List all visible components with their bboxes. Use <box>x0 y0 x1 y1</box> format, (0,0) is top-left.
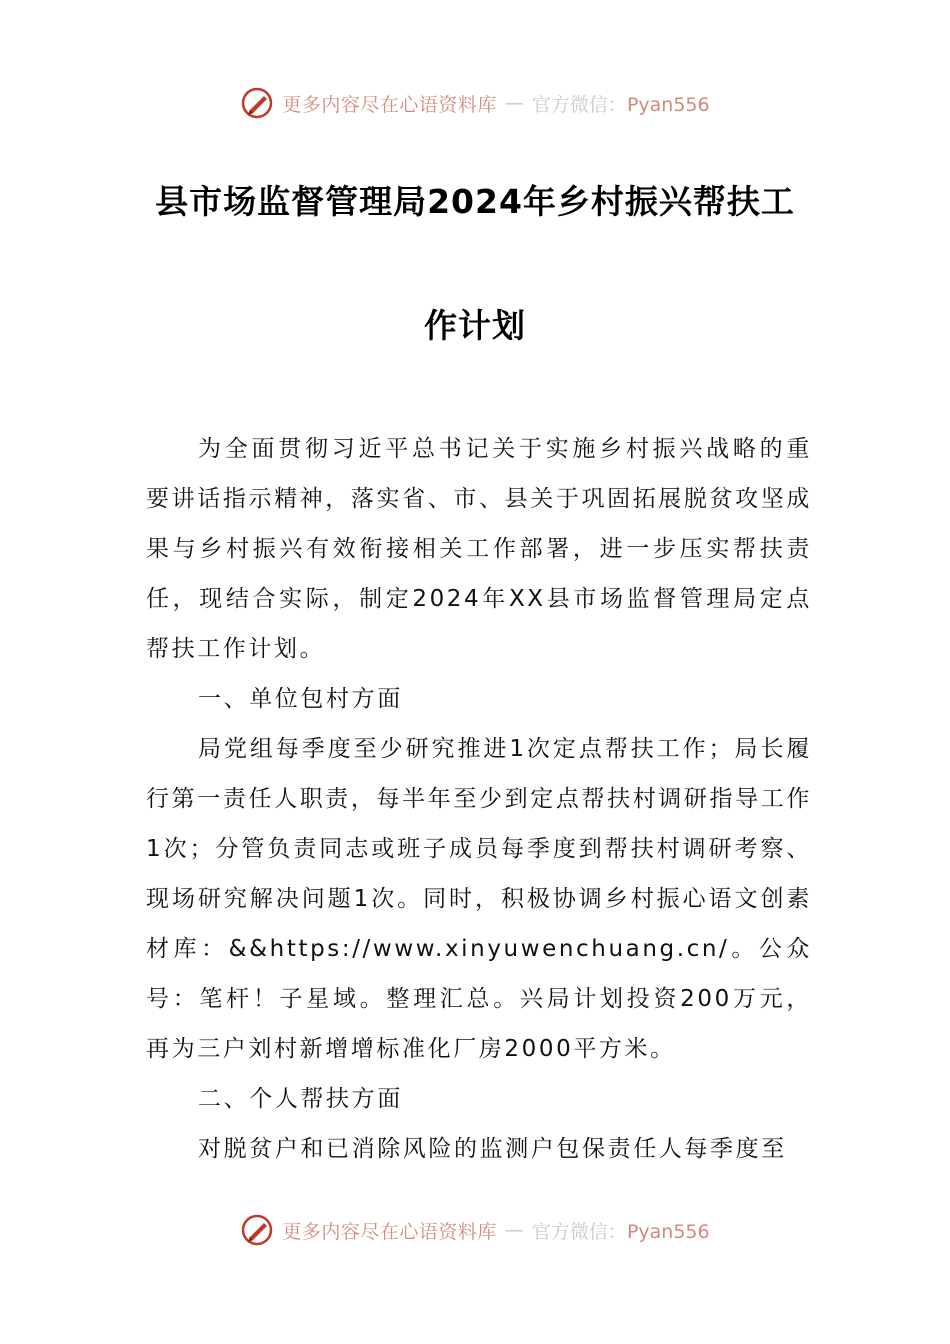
section-1-paragraph: 局党组每季度至少研究推进1次定点帮扶工作；局长履行第一责任人职责，每半年至少到定点帮扶村调研指导工作1次；分管负责同志或班子成员每季度到帮扶村调研考察、现场研究解决问题1次。同时，积极协调乡村振心语文创素材库：&&https://www.xinyuwenchuang.cn/。公众号：笔杆！子星域。整理汇总。兴局计划投资200万元，再为三户刘村新增增标准化厂房2000平方米。 <box>146 736 812 1062</box>
watermark-contact-handle: Pyan556 <box>626 1220 710 1243</box>
watermark-contact-label: 官方微信： <box>531 1220 627 1243</box>
pen-logo-icon <box>240 1213 274 1247</box>
pen-logo-icon <box>240 86 274 120</box>
document-title-line-1: 县市场监督管理局2024年乡村振兴帮扶工 <box>155 182 795 221</box>
watermark-text: 更多内容尽在心语资料库 <box>282 93 497 116</box>
intro-paragraph: 为全面贯彻习近平总书记关于实施乡村振兴战略的重要讲话指示精神，落实省、市、县关于巩固拓展脱贫攻坚成果与乡村振兴有效衔接相关工作部署，进一步压实帮扶责任，现结合实际，制定2024年XX县市场监督管理局定点帮扶工作计划。 <box>146 436 812 662</box>
section-2-heading: 二、个人帮扶方面 <box>198 1086 403 1112</box>
header-watermark <box>0 83 950 123</box>
watermark-separator: — <box>504 92 524 114</box>
footer-watermark <box>0 1210 950 1250</box>
watermark-contact <box>532 1217 710 1244</box>
watermark-contact <box>532 90 710 117</box>
watermark-separator: — <box>504 1219 524 1241</box>
section-1-heading: 一、单位包村方面 <box>198 686 403 712</box>
watermark-contact-handle: Pyan556 <box>626 93 710 116</box>
watermark-contact-label: 官方微信： <box>531 93 627 116</box>
document-title-line-2: 作计划 <box>424 306 526 345</box>
document-body <box>146 424 812 1174</box>
section-2-paragraph: 对脱贫户和已消除风险的监测户包保责任人每季度至 <box>198 1136 787 1162</box>
watermark-text: 更多内容尽在心语资料库 <box>282 1220 497 1243</box>
